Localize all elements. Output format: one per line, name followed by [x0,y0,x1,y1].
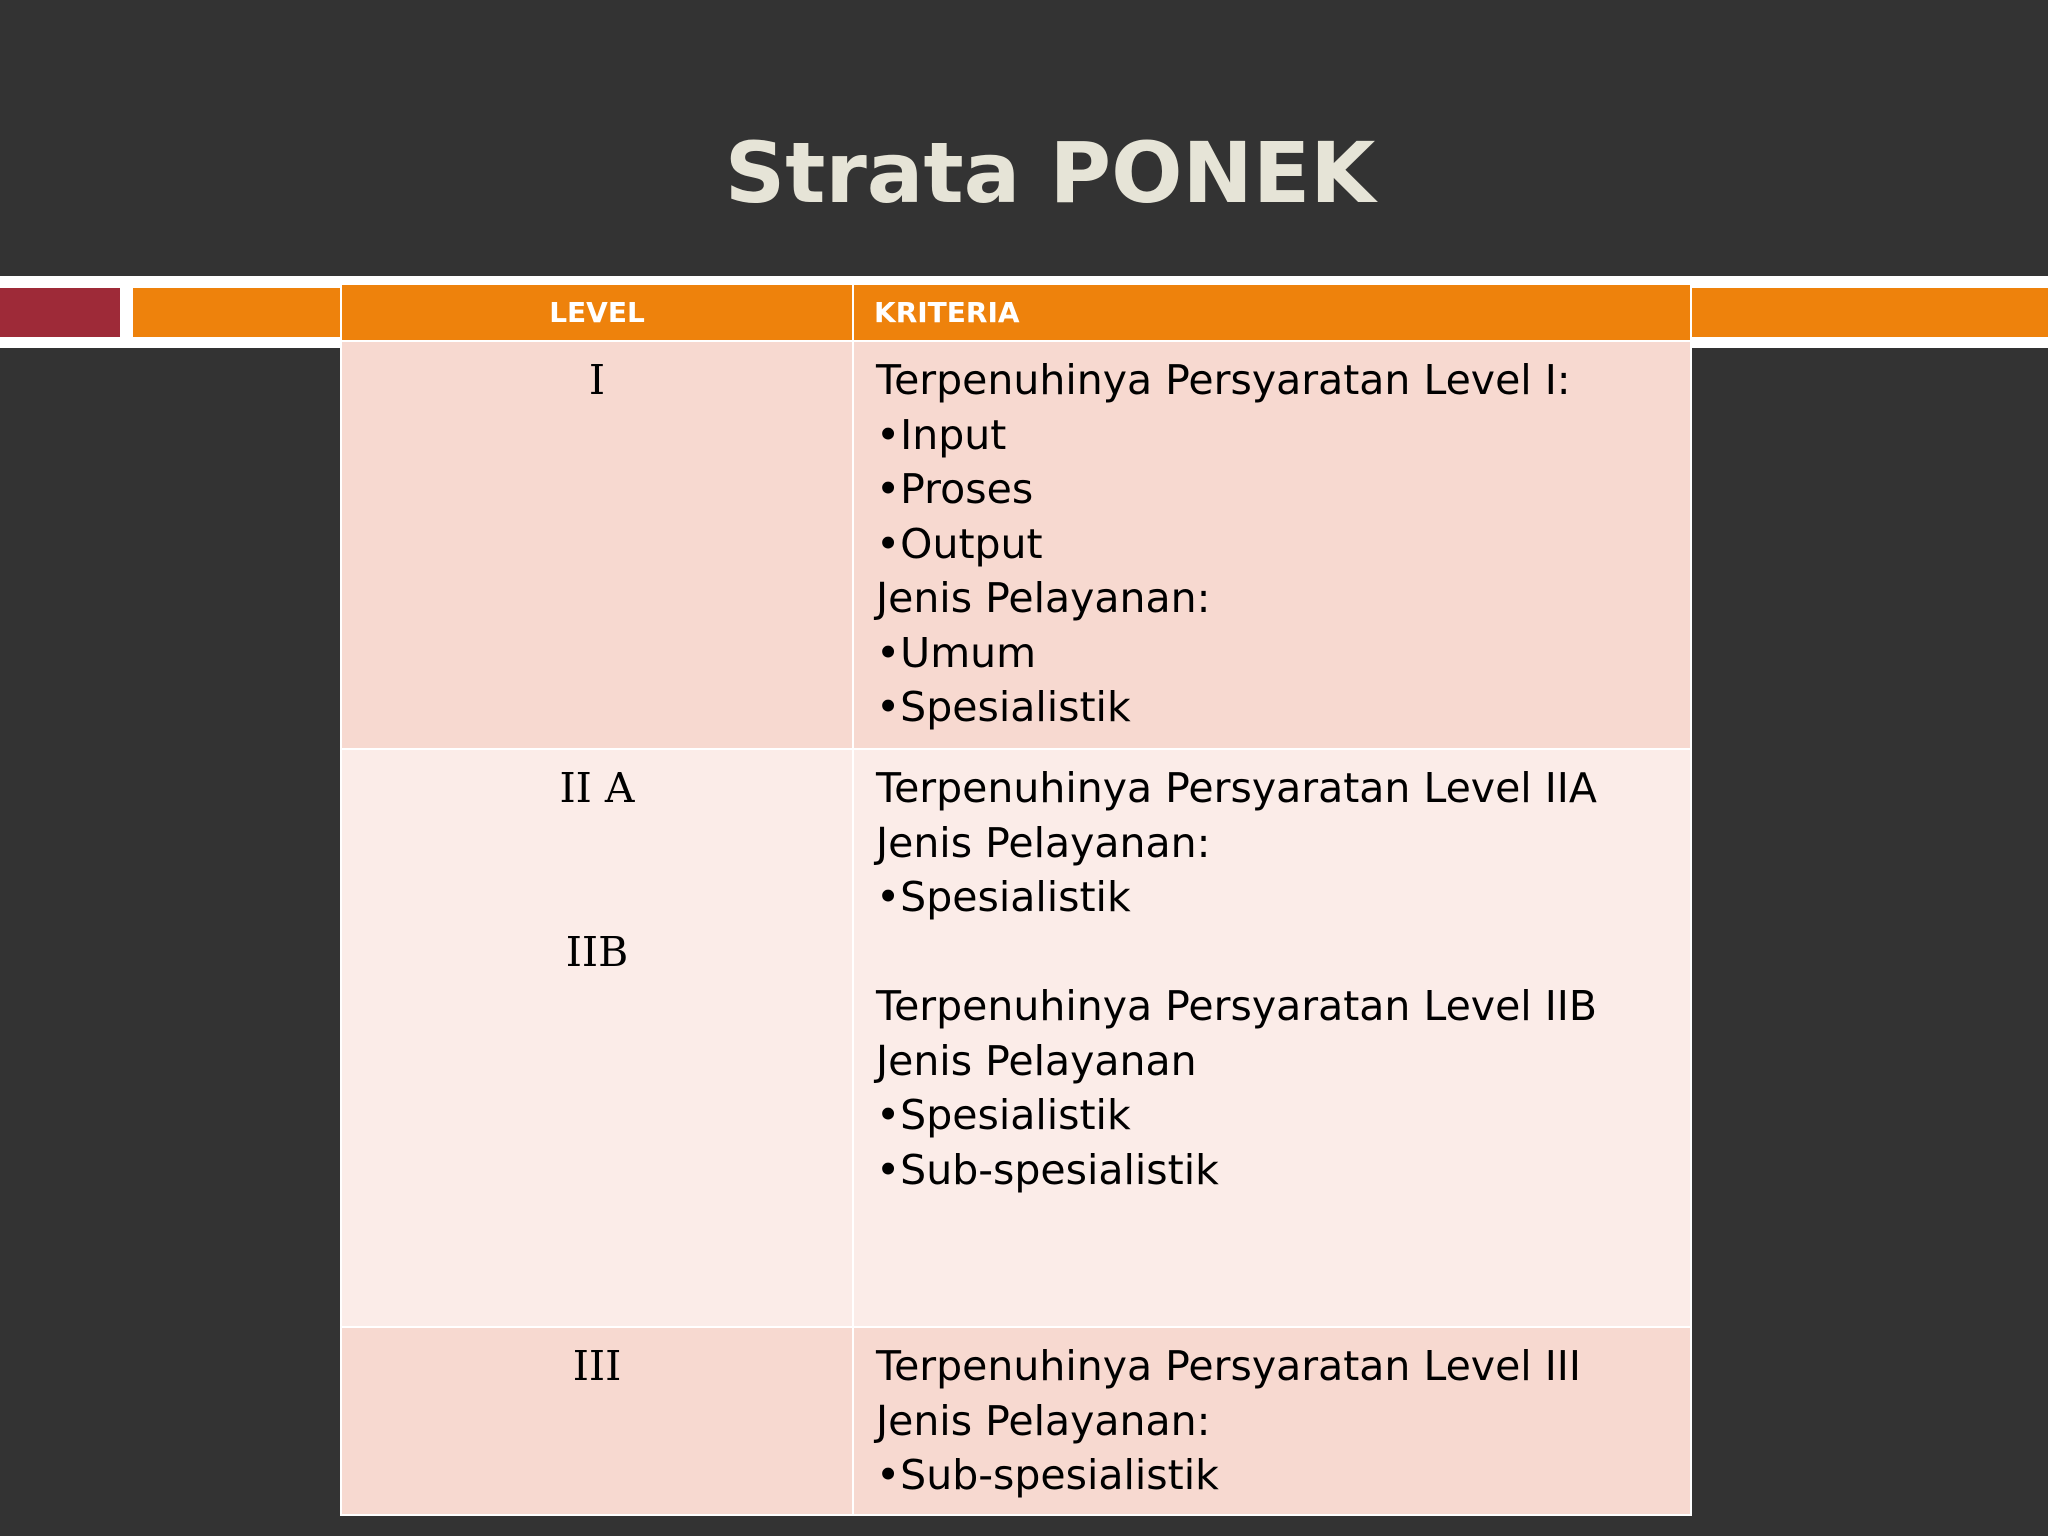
kriteria-line: •Spesialistik [876,873,1131,921]
kriteria-line: Terpenuhinya Persyaratan Level IIB [876,982,1598,1030]
level-label: I [588,356,606,404]
kriteria-line: •Umum [876,628,1037,677]
table-row [341,749,1691,1327]
kriteria-line: •Input [876,410,1007,459]
column-header-kriteria: KRITERIA [853,284,1691,341]
kriteria-cell [853,1327,1691,1515]
kriteria-line: Terpenuhinya Persyaratan Level IIA [876,764,1597,812]
kriteria-line: Jenis Pelayanan: [876,818,1211,867]
kriteria-line: Jenis Pelayanan [876,1036,1197,1085]
kriteria-cell [853,749,1691,1327]
table-row [341,341,1691,749]
kriteria-line: Jenis Pelayanan: [876,574,1211,622]
kriteria-line: •Sub-spesialistik [876,1145,1219,1194]
kriteria-line: •Proses [876,465,1034,513]
column-header-level: LEVEL [341,284,853,341]
kriteria-line: •Spesialistik [876,683,1131,731]
kriteria-line: Terpenuhinya Persyaratan Level I: [876,356,1571,404]
level-cell [341,749,853,1327]
level-label: III [572,1342,622,1390]
kriteria-line: •Output [876,519,1043,568]
kriteria-line: •Spesialistik [876,1091,1131,1139]
kriteria-line: Jenis Pelayanan: [876,1396,1211,1445]
kriteria-line: Terpenuhinya Persyaratan Level III [876,1342,1581,1390]
level-label: IIB [565,927,629,976]
accent-red-block [0,288,120,337]
level-cell [341,341,853,749]
kriteria-cell [853,341,1691,749]
level-label: II A [559,764,635,812]
strata-table [340,283,1692,1516]
table-row [341,1327,1691,1515]
slide-title: Strata PONEK [724,124,1376,222]
level-cell [341,1327,853,1515]
kriteria-line: •Sub-spesialistik [876,1451,1219,1499]
table-header-row [341,284,1691,341]
